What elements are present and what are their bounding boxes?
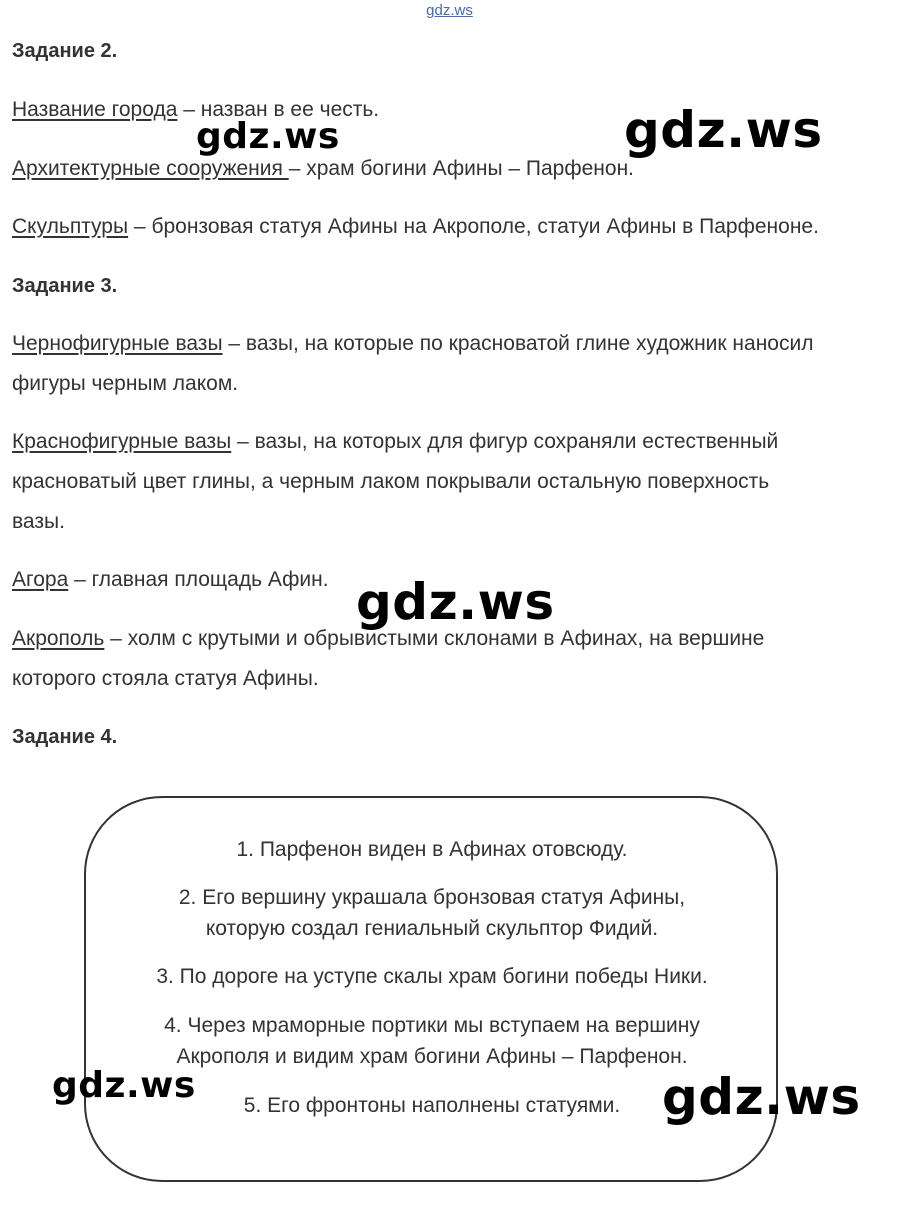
site-mark-link[interactable]: gdz.ws — [426, 2, 473, 19]
story-line: 2. Его вершину украшала бронзовая статуя Афины, — [178, 886, 686, 909]
task-3-item-red-figure-vases — [12, 422, 892, 542]
term-agora: Агора — [12, 568, 69, 591]
term-acropolis: Акрополь — [12, 627, 105, 650]
story-line: 3. По дороге на уступе скалы храм богини победы Ники. — [156, 965, 708, 988]
definition-city-name: – назван в ее честь. — [177, 98, 380, 121]
watermark: gdz.ws — [52, 1065, 196, 1106]
definition-line: – вазы, на которые по красноватой глине художник наносил — [222, 332, 814, 355]
definition-architecture: – храм богини Афины – Парфенон. — [288, 157, 635, 180]
definition-sculptures: – бронзовая статуя Афины на Акрополе, статуи Афины в Парфеноне. — [128, 215, 819, 238]
term-black-figure-vases: Чернофигурные вазы — [12, 332, 223, 355]
watermark: gdz.ws — [196, 116, 340, 157]
story-line: 1. Парфенон виден в Афинах отовсюду. — [236, 838, 628, 861]
watermark: gdz.ws — [662, 1068, 861, 1126]
term-sculptures: Скульптуры — [12, 215, 129, 238]
task-3-item-acropolis — [12, 619, 892, 699]
story-line: которую создал гениальный скульптор Фидий. — [205, 917, 659, 940]
definition-line: красноватый цвет глины, а черным лаком покрывали остальную поверхность — [12, 470, 770, 493]
task-2-item-sculptures — [12, 207, 892, 247]
task-2-heading: Задание 2. — [12, 40, 118, 62]
task-3-heading: Задание 3. — [12, 275, 118, 297]
story-line: Акрополя и видим храм богини Афины – Парфенон. — [176, 1045, 688, 1068]
watermark: gdz.ws — [356, 573, 555, 631]
term-architecture: Архитектурные сооружения — [12, 157, 289, 180]
definition-line: которого стояла статуя Афины. — [12, 667, 319, 690]
definition-line: фигуры черным лаком. — [12, 372, 239, 395]
definition-line: – холм с крутыми и обрывистыми склонами в Афинах, на вершине — [104, 627, 765, 650]
task-4-heading: Задание 4. — [12, 726, 118, 748]
story-line: 4. Через мраморные портики мы вступаем на вершину — [164, 1014, 700, 1037]
task-3-item-black-figure-vases — [12, 324, 892, 404]
watermark: gdz.ws — [624, 101, 823, 159]
term-red-figure-vases: Краснофигурные вазы — [12, 430, 232, 453]
story-line: 5. Его фронтоны наполнены статуями. — [243, 1094, 621, 1117]
definition-line: – главная площадь Афин. — [68, 568, 329, 591]
term-city-name: Название города — [12, 98, 178, 121]
definition-line: вазы. — [12, 510, 65, 533]
definition-line: – вазы, на которых для фигур сохраняли естественный — [231, 430, 779, 453]
